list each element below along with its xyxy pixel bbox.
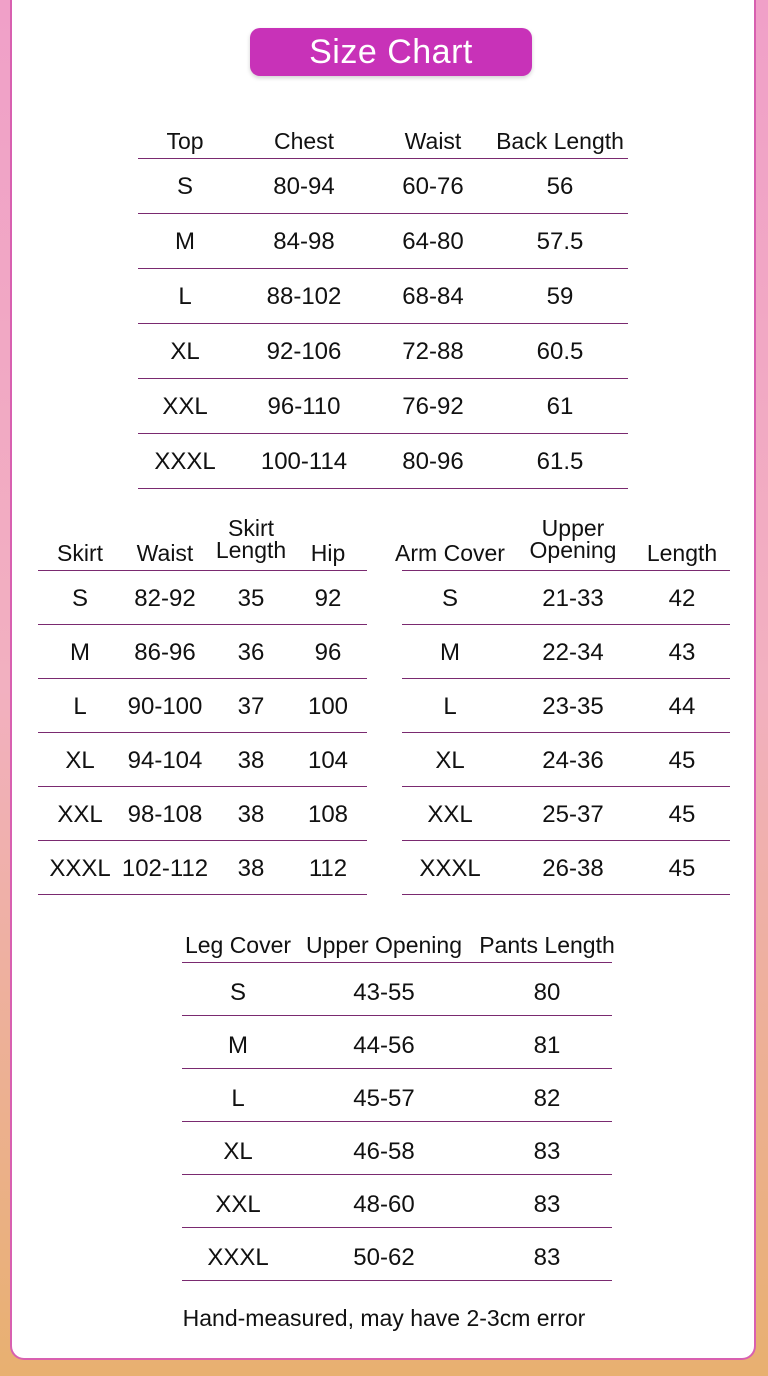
page-title: Size Chart xyxy=(250,28,532,76)
measurement-value: 96 xyxy=(314,639,342,666)
measurement-value: 61 xyxy=(546,393,574,420)
table-row xyxy=(138,379,628,434)
measurement-value: 38 xyxy=(237,747,265,774)
table-row xyxy=(38,841,367,895)
measurement-value: 108 xyxy=(307,801,349,828)
skirt-size-table xyxy=(38,515,367,882)
table-row xyxy=(38,571,367,625)
column-header: Skirt Length xyxy=(215,515,287,563)
measurement-value: 83 xyxy=(533,1244,561,1271)
table-row xyxy=(402,679,730,733)
measurement-value: 35 xyxy=(237,585,265,612)
measurement-value: 36 xyxy=(237,639,265,666)
measurement-value: 44 xyxy=(668,693,696,720)
column-header: Upper Opening xyxy=(529,515,617,563)
measurement-value: 61.5 xyxy=(536,448,584,475)
table-row xyxy=(402,625,730,679)
table-row xyxy=(38,679,367,733)
measurement-value: 45 xyxy=(668,747,696,774)
table-header xyxy=(38,515,367,570)
measurement-value: 48-60 xyxy=(353,1191,415,1218)
size-label: S xyxy=(229,979,247,1006)
measurement-value: 37 xyxy=(237,693,265,720)
column-header: Waist xyxy=(404,128,462,154)
size-label: M xyxy=(440,639,460,666)
table-header xyxy=(395,515,730,570)
measurement-value: 50-62 xyxy=(353,1244,415,1271)
leg-cover-size-table xyxy=(182,928,615,1271)
measurement-value: 100 xyxy=(307,693,349,720)
measurement-note: Hand-measured, may have 2-3cm error xyxy=(182,1305,586,1331)
measurement-value: 24-36 xyxy=(542,747,604,774)
size-label: M xyxy=(228,1032,248,1059)
measurement-value: 88-102 xyxy=(266,283,342,310)
size-label: XL xyxy=(223,1138,253,1165)
size-label: XXXL xyxy=(49,855,111,882)
measurement-value: 80-94 xyxy=(273,173,335,200)
table-header xyxy=(182,928,615,962)
table-header xyxy=(138,118,628,158)
top-size-table xyxy=(138,118,628,475)
column-header: Upper Opening xyxy=(306,932,462,958)
size-label: S xyxy=(176,173,194,200)
column-header: Arm Cover xyxy=(395,540,505,566)
measurement-value: 94-104 xyxy=(127,747,203,774)
size-label: M xyxy=(175,228,195,255)
measurement-value: 21-33 xyxy=(542,585,604,612)
table-row xyxy=(182,963,612,1016)
measurement-value: 64-80 xyxy=(402,228,464,255)
table-row xyxy=(138,214,628,269)
size-label: XXL xyxy=(57,801,103,828)
measurement-value: 26-38 xyxy=(542,855,604,882)
measurement-value: 82 xyxy=(533,1085,561,1112)
table-row xyxy=(402,841,730,895)
measurement-value: 82-92 xyxy=(134,585,196,612)
size-label: XXL xyxy=(427,801,473,828)
measurement-value: 44-56 xyxy=(353,1032,415,1059)
measurement-value: 45 xyxy=(668,801,696,828)
column-header: Length xyxy=(646,540,718,566)
table-rule xyxy=(138,488,628,489)
size-label: M xyxy=(70,639,90,666)
column-header: Waist xyxy=(136,540,194,566)
measurement-value: 102-112 xyxy=(121,855,209,882)
size-label: XXL xyxy=(162,393,208,420)
measurement-value: 80 xyxy=(533,979,561,1006)
table-row xyxy=(138,434,628,489)
table-row xyxy=(138,159,628,214)
column-header: Leg Cover xyxy=(184,932,292,958)
measurement-value: 92 xyxy=(314,585,342,612)
measurement-value: 81 xyxy=(533,1032,561,1059)
size-label: XXXL xyxy=(419,855,481,882)
size-label: XXXL xyxy=(154,448,216,475)
table-rule xyxy=(182,1280,612,1281)
size-label: XXXL xyxy=(207,1244,269,1271)
measurement-value: 60-76 xyxy=(402,173,464,200)
table-row xyxy=(182,1016,612,1069)
table-row xyxy=(138,269,628,324)
measurement-value: 60.5 xyxy=(536,338,584,365)
measurement-value: 42 xyxy=(668,585,696,612)
column-header: Pants Length xyxy=(479,932,615,958)
table-row xyxy=(182,1175,612,1228)
arm-cover-size-table xyxy=(395,515,730,882)
measurement-value: 43-55 xyxy=(353,979,415,1006)
measurement-value: 86-96 xyxy=(134,639,196,666)
measurement-value: 96-110 xyxy=(267,393,341,420)
column-header: Back Length xyxy=(496,128,624,154)
table-row xyxy=(402,787,730,841)
measurement-value: 84-98 xyxy=(273,228,335,255)
measurement-value: 72-88 xyxy=(402,338,464,365)
measurement-value: 68-84 xyxy=(402,283,464,310)
measurement-value: 80-96 xyxy=(402,448,464,475)
measurement-value: 112 xyxy=(308,855,348,882)
size-label: L xyxy=(73,693,87,720)
measurement-value: 23-35 xyxy=(542,693,604,720)
measurement-value: 46-58 xyxy=(353,1138,415,1165)
size-label: XL xyxy=(65,747,95,774)
measurement-value: 38 xyxy=(237,801,265,828)
measurement-value: 83 xyxy=(533,1138,561,1165)
measurement-value: 90-100 xyxy=(127,693,203,720)
table-row xyxy=(38,733,367,787)
table-row xyxy=(182,1069,612,1122)
table-row xyxy=(182,1122,612,1175)
size-label: L xyxy=(231,1085,245,1112)
measurement-value: 22-34 xyxy=(542,639,604,666)
measurement-value: 92-106 xyxy=(266,338,342,365)
measurement-value: 38 xyxy=(237,855,265,882)
size-label: XXL xyxy=(215,1191,261,1218)
measurement-value: 59 xyxy=(546,283,574,310)
measurement-value: 57.5 xyxy=(536,228,584,255)
measurement-value: 100-114 xyxy=(260,448,348,475)
measurement-value: 56 xyxy=(546,173,574,200)
table-row xyxy=(182,1228,612,1281)
table-row xyxy=(402,733,730,787)
size-label: XL xyxy=(435,747,465,774)
column-header: Skirt xyxy=(57,540,103,566)
size-label: L xyxy=(443,693,457,720)
column-header: Chest xyxy=(273,128,335,154)
table-row xyxy=(38,787,367,841)
column-header: Top xyxy=(166,128,204,154)
measurement-value: 104 xyxy=(307,747,349,774)
column-header: Hip xyxy=(310,540,346,566)
table-rule xyxy=(402,894,730,895)
measurement-value: 43 xyxy=(668,639,696,666)
size-label: S xyxy=(71,585,89,612)
table-rule xyxy=(38,894,367,895)
measurement-value: 45-57 xyxy=(353,1085,415,1112)
table-row xyxy=(138,324,628,379)
measurement-value: 76-92 xyxy=(402,393,464,420)
measurement-value: 25-37 xyxy=(542,801,604,828)
table-row xyxy=(38,625,367,679)
size-label: L xyxy=(178,283,192,310)
measurement-value: 45 xyxy=(668,855,696,882)
table-row xyxy=(402,571,730,625)
size-label: S xyxy=(441,585,459,612)
measurement-value: 98-108 xyxy=(127,801,203,828)
measurement-value: 83 xyxy=(533,1191,561,1218)
size-label: XL xyxy=(170,338,200,365)
